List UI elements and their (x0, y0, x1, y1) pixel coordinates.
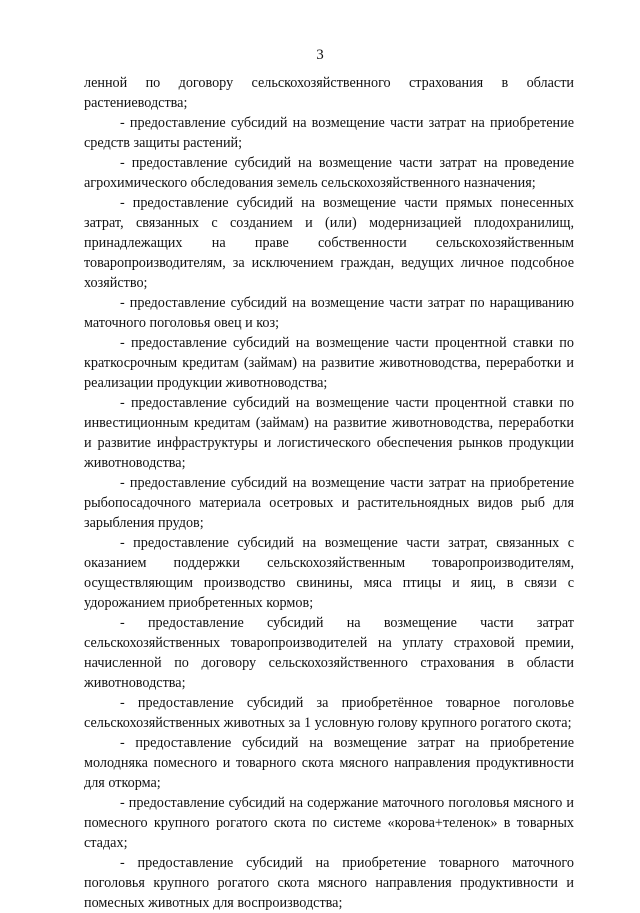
paragraph: - предоставление субсидий на возмещение части затрат на приобретение средств защиты растений; (84, 115, 574, 151)
paragraph: - предоставление субсидий на возмещение части процентной ставки по инвестиционным кредитам (займам) на развитие животноводства, переработки и развитие инфраструктуры и логистического обеспечения рынков продукции животноводства; (84, 395, 574, 471)
paragraph: - предоставление субсидий на содержание маточного поголовья мясного и помесного крупного рогатого скота по системе «корова+теленок» в товарных стадах; (84, 795, 574, 851)
paragraph: - предоставление субсидий за приобретённое товарное поголовье сельскохозяйственных животных за 1 условную голову крупного рогатого скота; (84, 695, 574, 731)
paragraph: - предоставление субсидий на возмещение части затрат, связанных с оказанием поддержки сельскохозяйственным товаропроизводителям, осуществляющим производство свинины, мяса птицы и яиц, в связи с удорожанием приобретенных кормов; (84, 535, 574, 611)
body-text (84, 73, 574, 913)
paragraph: - предоставление субсидий на возмещение затрат на приобретение молодняка помесного и товарного скота мясного направления продуктивности для откорма; (84, 735, 574, 791)
paragraph: - предоставление субсидий на возмещение части затрат на приобретение рыбопосадочного материала осетровых и растительноядных видов рыб для зарыбления прудов; (84, 475, 574, 531)
page-number: 3 (316, 47, 324, 63)
paragraph: - предоставление субсидий на возмещение части затрат по наращиванию маточного поголовья овец и коз; (84, 295, 574, 331)
paragraph: - предоставление субсидий на возмещение части прямых понесенных затрат, связанных с созданием и (или) модернизацией плодохранилищ, принадлежащих на праве собственности сельскохозяйственным товаропроизводителям, за исключением граждан, ведущих личное подсобное хозяйство; (84, 195, 574, 291)
paragraph: - предоставление субсидий на возмещение части затрат на проведение агрохимического обследования земель сельскохозяйственного назначения; (84, 155, 574, 191)
paragraph: - предоставление субсидий на возмещение части затрат сельскохозяйственных товаропроизводителей на уплату страховой премии, начисленной по договору сельскохозяйственного страхования в области животноводства; (84, 615, 574, 691)
paragraph: ленной по договору сельскохозяйственного страхования в области растениеводства; (84, 75, 574, 111)
paragraph: - предоставление субсидий на возмещение части процентной ставки по краткосрочным кредитам (займам) на развитие животноводства, переработки и реализации продукции животноводства; (84, 335, 574, 391)
paragraph: - предоставление субсидий на приобретение товарного маточного поголовья крупного рогатого скота мясного направления продуктивности и помесных животных для воспроизводства; (84, 855, 574, 911)
